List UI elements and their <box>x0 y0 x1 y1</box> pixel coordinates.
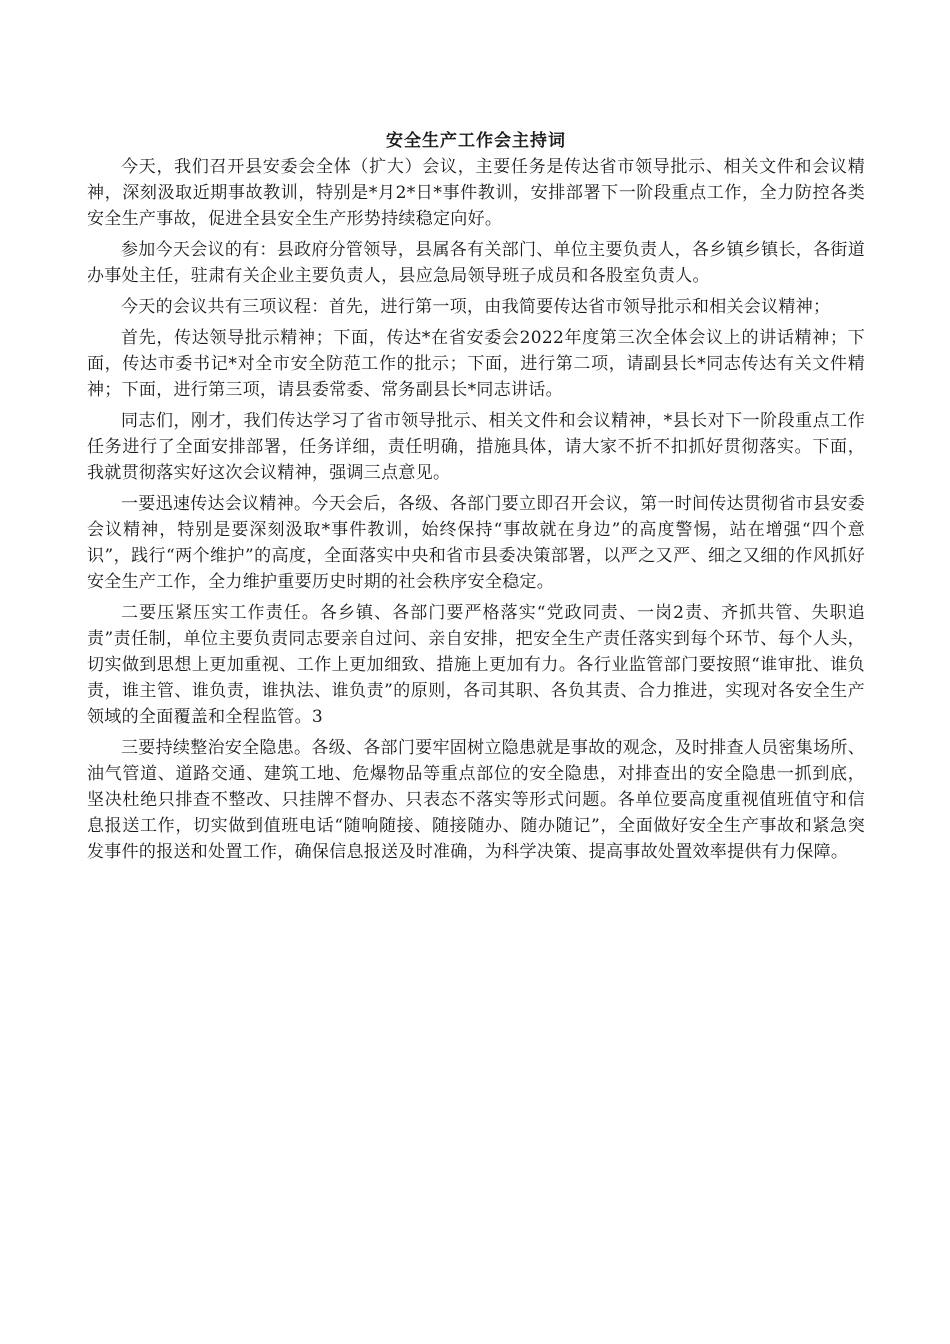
paragraph-agenda: 今天的会议共有三项议程：首先，进行第一项，由我简要传达省市领导批示和相关会议精神； <box>121 297 831 317</box>
paragraph-point-two: 二要压紧压实工作责任。各乡镇、各部门要严格落实“党政同责、一岗2责、齐抓共管、失职追责”责任制，单位主要负责同志要亲自过问、亲自安排，把安全生产责任落实到每个环节、每个人头，切实做到思想上更加重视、工作上更加细致、措施上更加有力。各行业监管部门要按照“谁审批、谁负责，谁主管、谁负责，谁执法、谁负责”的原则，各司其职、各负其责、合力推进，实现对各安全生产领域的全面覆盖和全程监管。3 <box>87 603 865 727</box>
paragraph-point-one: 一要迅速传达会议精神。今天会后，各级、各部门要立即召开会议，第一时间传达贯彻省市县安委会议精神，特别是要深刻汲取*事件教训，始终保持“事故就在身边”的高度警惕，站在增强“四个意识”，践行“两个维护”的高度，全面落实中央和省市县委决策部署，以严之又严、细之又细的作风抓好安全生产工作，全力维护重要历史时期的社会秩序安全稳定。 <box>87 494 865 592</box>
paragraph-point-three: 三要持续整治安全隐患。各级、各部门要牢固树立隐患就是事故的观念，及时排查人员密集场所、油气管道、道路交通、建筑工地、危爆物品等重点部位的安全隐患，对排查出的安全隐患一抓到底，坚决杜绝只排查不整改、只挂牌不督办、只表态不落实等形式问题。各单位要高度重视值班值守和信息报送工作，切实做到值班电话“随响随接、随接随办、随办随记”，全面做好安全生产事故和紧急突发事件的报送和处置工作，确保信息报送及时准确，为科学决策、提高事故处置效率提供有力保障。 <box>87 738 865 862</box>
document-title: 安全生产工作会主持词 <box>386 131 566 151</box>
paragraph-transition: 同志们，刚才，我们传达学习了省市领导批示、相关文件和会议精神，*县长对下一阶段重点工作任务进行了全面安排部署，任务详细，责任明确，措施具体，请大家不折不扣抓好贯彻落实。下面，我就贯彻落实好这次会议精神，强调三点意见。 <box>87 411 865 483</box>
paragraph-agenda-details: 首先，传达领导批示精神；下面，传达*在省安委会2022年度第三次全体会议上的讲话精神；下面，传达市委书记*对全市安全防范工作的批示；下面，进行第二项，请副县长*同志传达有关文件精神；下面，进行第三项，请县委常委、常务副县长*同志讲话。 <box>87 328 865 400</box>
paragraph-attendees: 参加今天会议的有：县政府分管领导，县属各有关部门、单位主要负责人，各乡镇乡镇长，各街道办事处主任，驻肃有关企业主要负责人，县应急局领导班子成员和各股室负责人。 <box>87 240 865 286</box>
document-body <box>87 128 865 870</box>
paragraph-opening: 今天，我们召开县安委会全体（扩大）会议，主要任务是传达省市领导批示、相关文件和会议精神，深刻汲取近期事故教训，特别是*月2*日*事件教训，安排部署下一阶段重点工作，全力防控各类安全生产事故，促进全县安全生产形势持续稳定向好。 <box>87 157 865 229</box>
